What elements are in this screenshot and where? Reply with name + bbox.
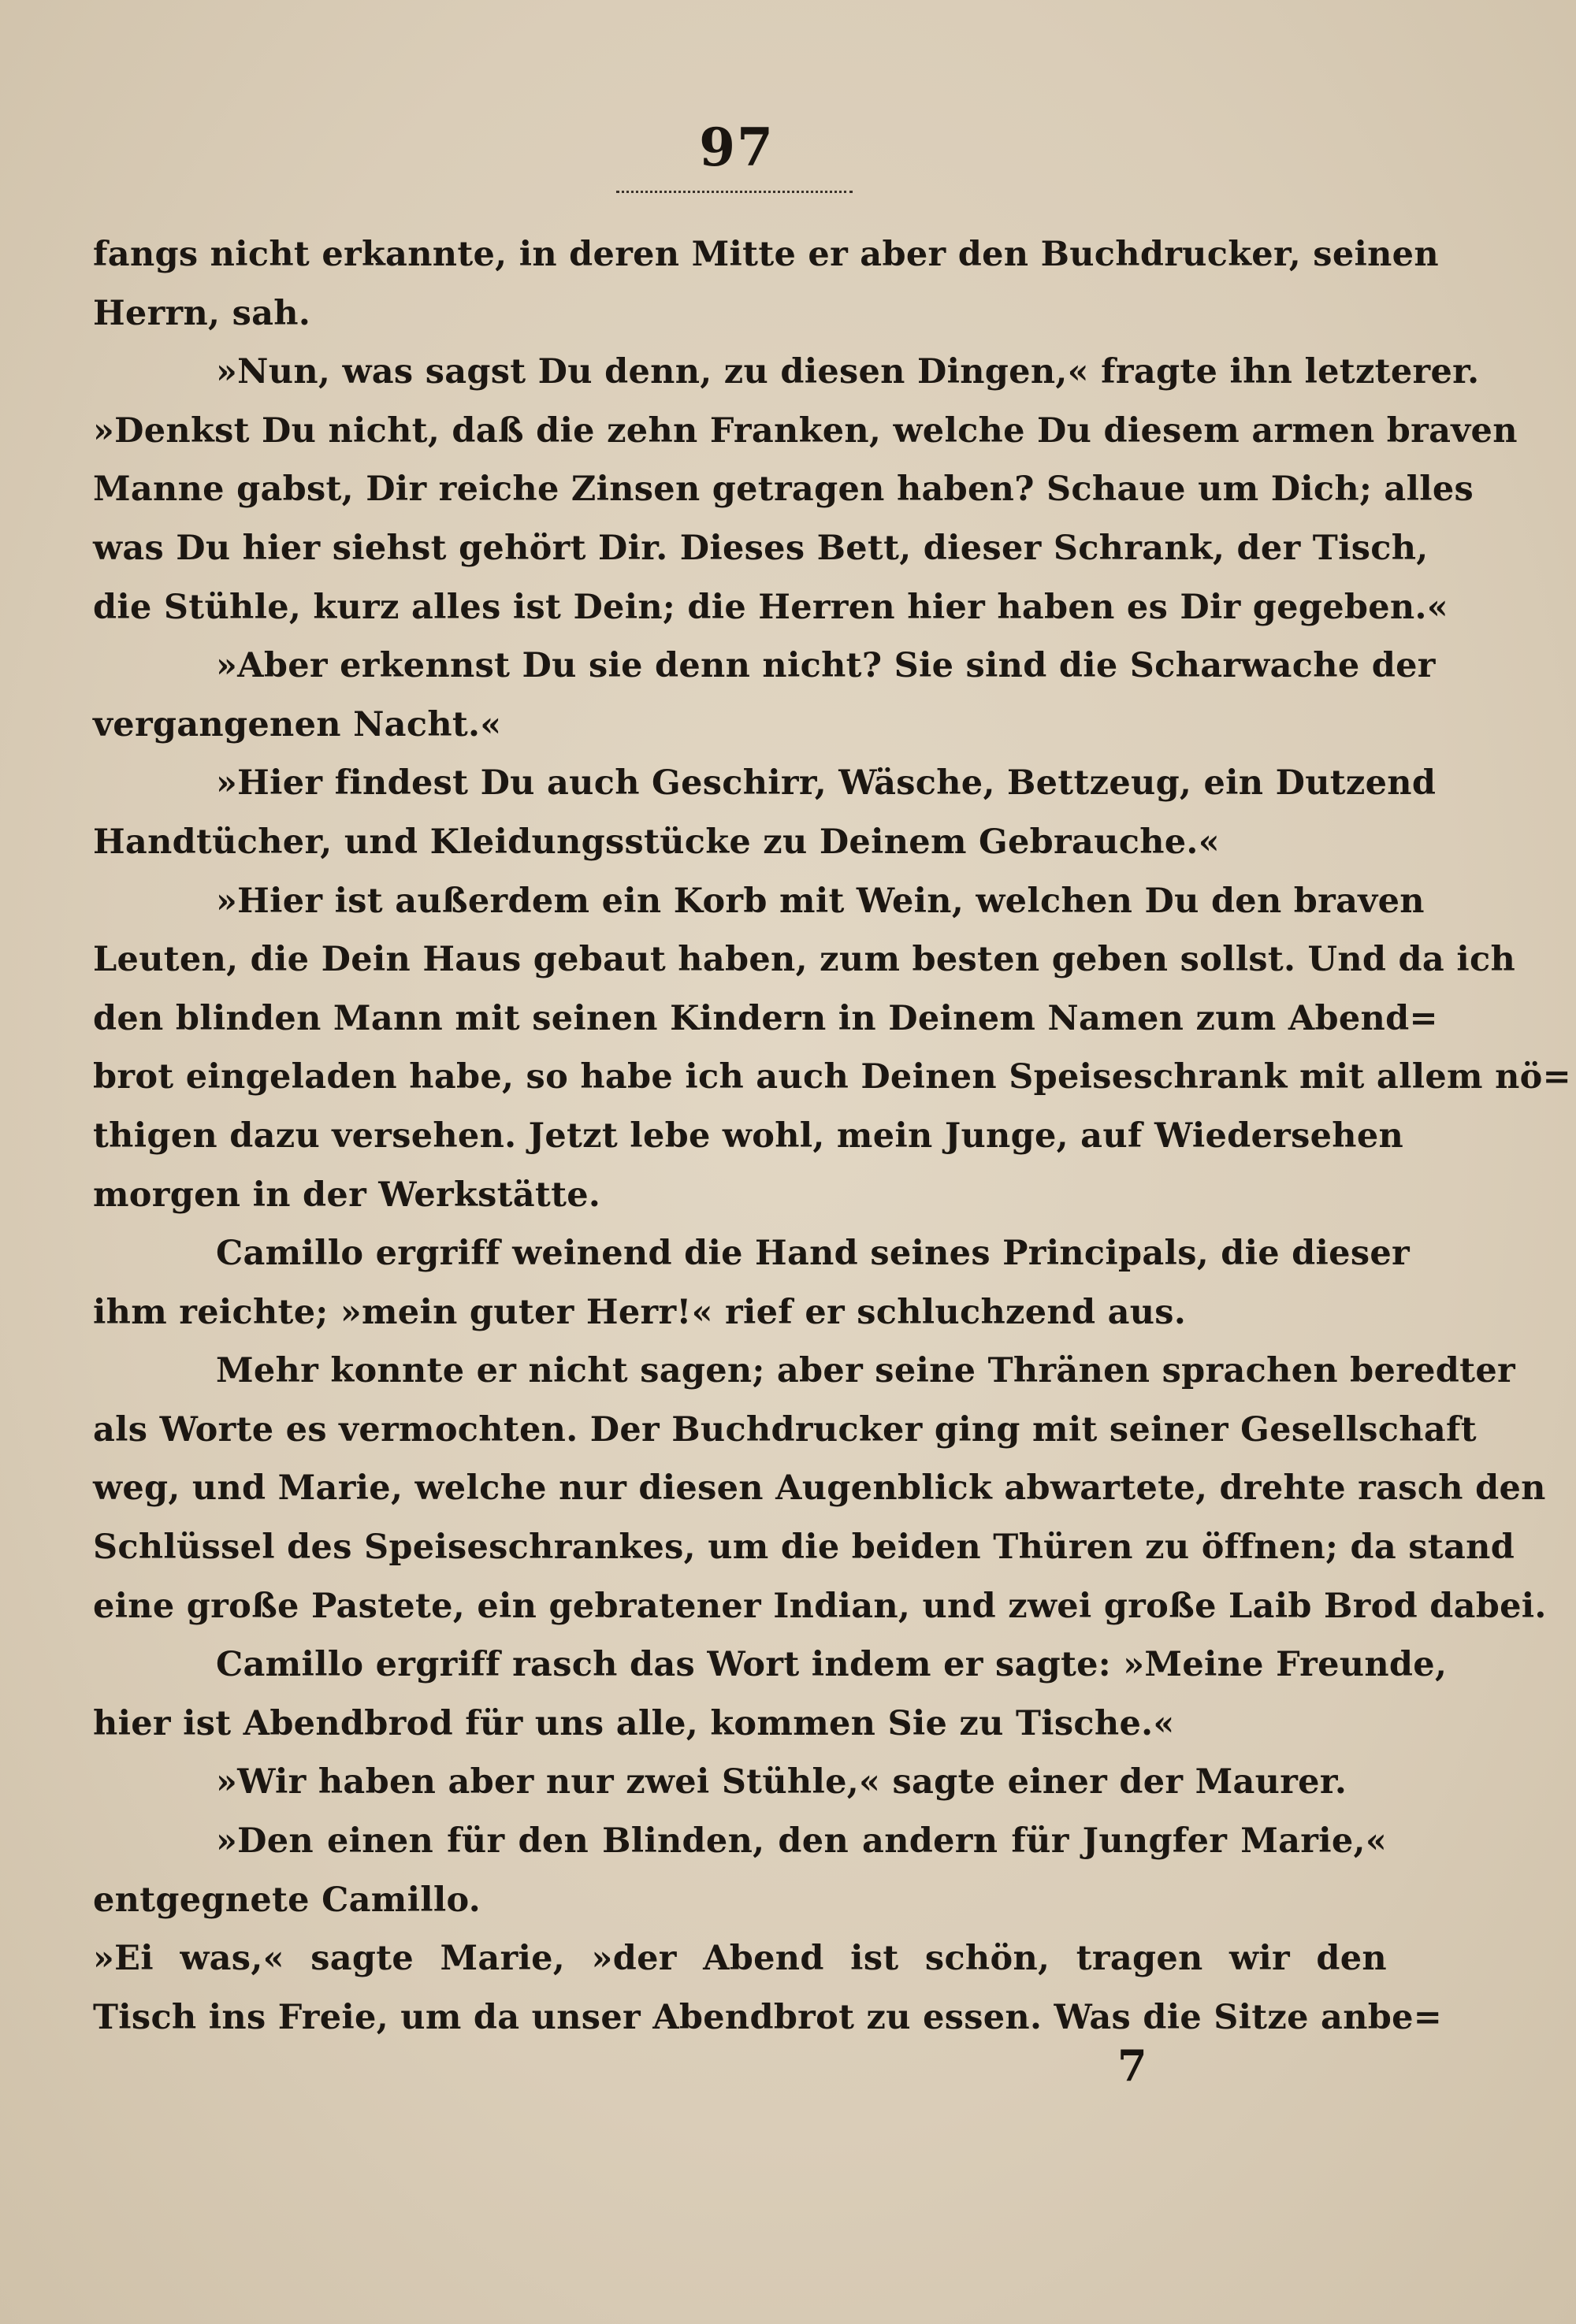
text-line: Herrn, sah.	[93, 293, 311, 333]
text-line: »Hier findest Du auch Geschirr, Wäsche, Bettzeug, ein Dutzend	[216, 763, 1437, 804]
text-line: »Ei was,« sagte Marie, »der Abend ist schön, tragen wir den	[93, 1939, 1387, 1979]
text-line: Mehr konnte er nicht sagen; aber seine Thränen sprachen beredter	[216, 1351, 1515, 1391]
text-line: fangs nicht erkannte, in deren Mitte er aber den Buchdrucker, seinen	[93, 235, 1439, 274]
text-line: »Hier ist außerdem ein Korb mit Wein, welchen Du den braven	[216, 881, 1425, 921]
text-line: »Den einen für den Blinden, den andern für Jungfer Marie,«	[216, 1821, 1387, 1862]
text-line: Tisch ins Freie, um da unser Abendbrot zu essen. Was die Sitze anbe=	[93, 1997, 1443, 2037]
text-line: was Du hier siehst gehört Dir. Dieses Bett, dieser Schrank, der Tisch,	[93, 528, 1429, 568]
text-line: Camillo ergriff rasch das Wort indem er sagte: »Meine Freunde,	[216, 1645, 1448, 1685]
text-line: die Stühle, kurz alles ist Dein; die Herren hier haben es Dir gegeben.«	[93, 587, 1448, 627]
text-line: morgen in der Werkstätte.	[93, 1175, 601, 1215]
text-line: Manne gabst, Dir reiche Zinsen getragen haben? Schaue um Dich; alles	[93, 470, 1474, 510]
signature-mark: 7	[1117, 2040, 1147, 2091]
text-line: ihm reichte; »mein guter Herr!« rief er schluchzend aus.	[93, 1292, 1187, 1332]
text-line: entgegnete Camillo.	[93, 1880, 481, 1920]
text-line: Leuten, die Dein Haus gebaut haben, zum besten geben sollst. Und da ich	[93, 940, 1516, 980]
body-text	[93, 225, 1571, 2047]
text-line: als Worte es vermochten. Der Buchdrucker ging mit seiner Gesellschaft	[93, 1409, 1477, 1450]
text-line: vergangenen Nacht.«	[93, 704, 502, 744]
text-line: »Nun, was sagst Du denn, zu diesen Dingen,« fragte ihn letzterer.	[216, 352, 1480, 392]
text-line: »Aber erkennst Du sie denn nicht? Sie sind die Scharwache der	[216, 646, 1436, 686]
text-line: den blinden Mann mit seinen Kindern in Deinem Namen zum Abend=	[93, 998, 1438, 1038]
text-line: weg, und Marie, welche nur diesen Augenblick abwartete, drehte rasch den	[93, 1468, 1546, 1509]
text-line: »Wir haben aber nur zwei Stühle,« sagte einer der Maurer.	[216, 1762, 1347, 1802]
text-line: hier ist Abendbrod für uns alle, kommen Sie zu Tische.«	[93, 1703, 1175, 1743]
text-line: Camillo ergriff weinend die Hand seines Principals, die dieser	[216, 1234, 1410, 1274]
text-line: Handtücher, und Kleidungsstücke zu Deinem Gebrauche.«	[93, 822, 1220, 862]
text-line: »Denkst Du nicht, daß die zehn Franken, welche Du diesem armen braven	[93, 410, 1518, 451]
header-dotted-rule	[616, 191, 853, 193]
text-line: thigen dazu versehen. Jetzt lebe wohl, mein Junge, auf Wiedersehen	[93, 1116, 1404, 1156]
text-line: Schlüssel des Speiseschrankes, um die beiden Thüren zu öffnen; da stand	[93, 1528, 1515, 1568]
text-line: brot eingeladen habe, so habe ich auch Deinen Speiseschrank mit allem nö=	[93, 1057, 1571, 1097]
page-number: 97	[699, 117, 775, 178]
text-line: eine große Pastete, ein gebratener Indian, und zwei große Laib Brod dabei.	[93, 1586, 1547, 1626]
